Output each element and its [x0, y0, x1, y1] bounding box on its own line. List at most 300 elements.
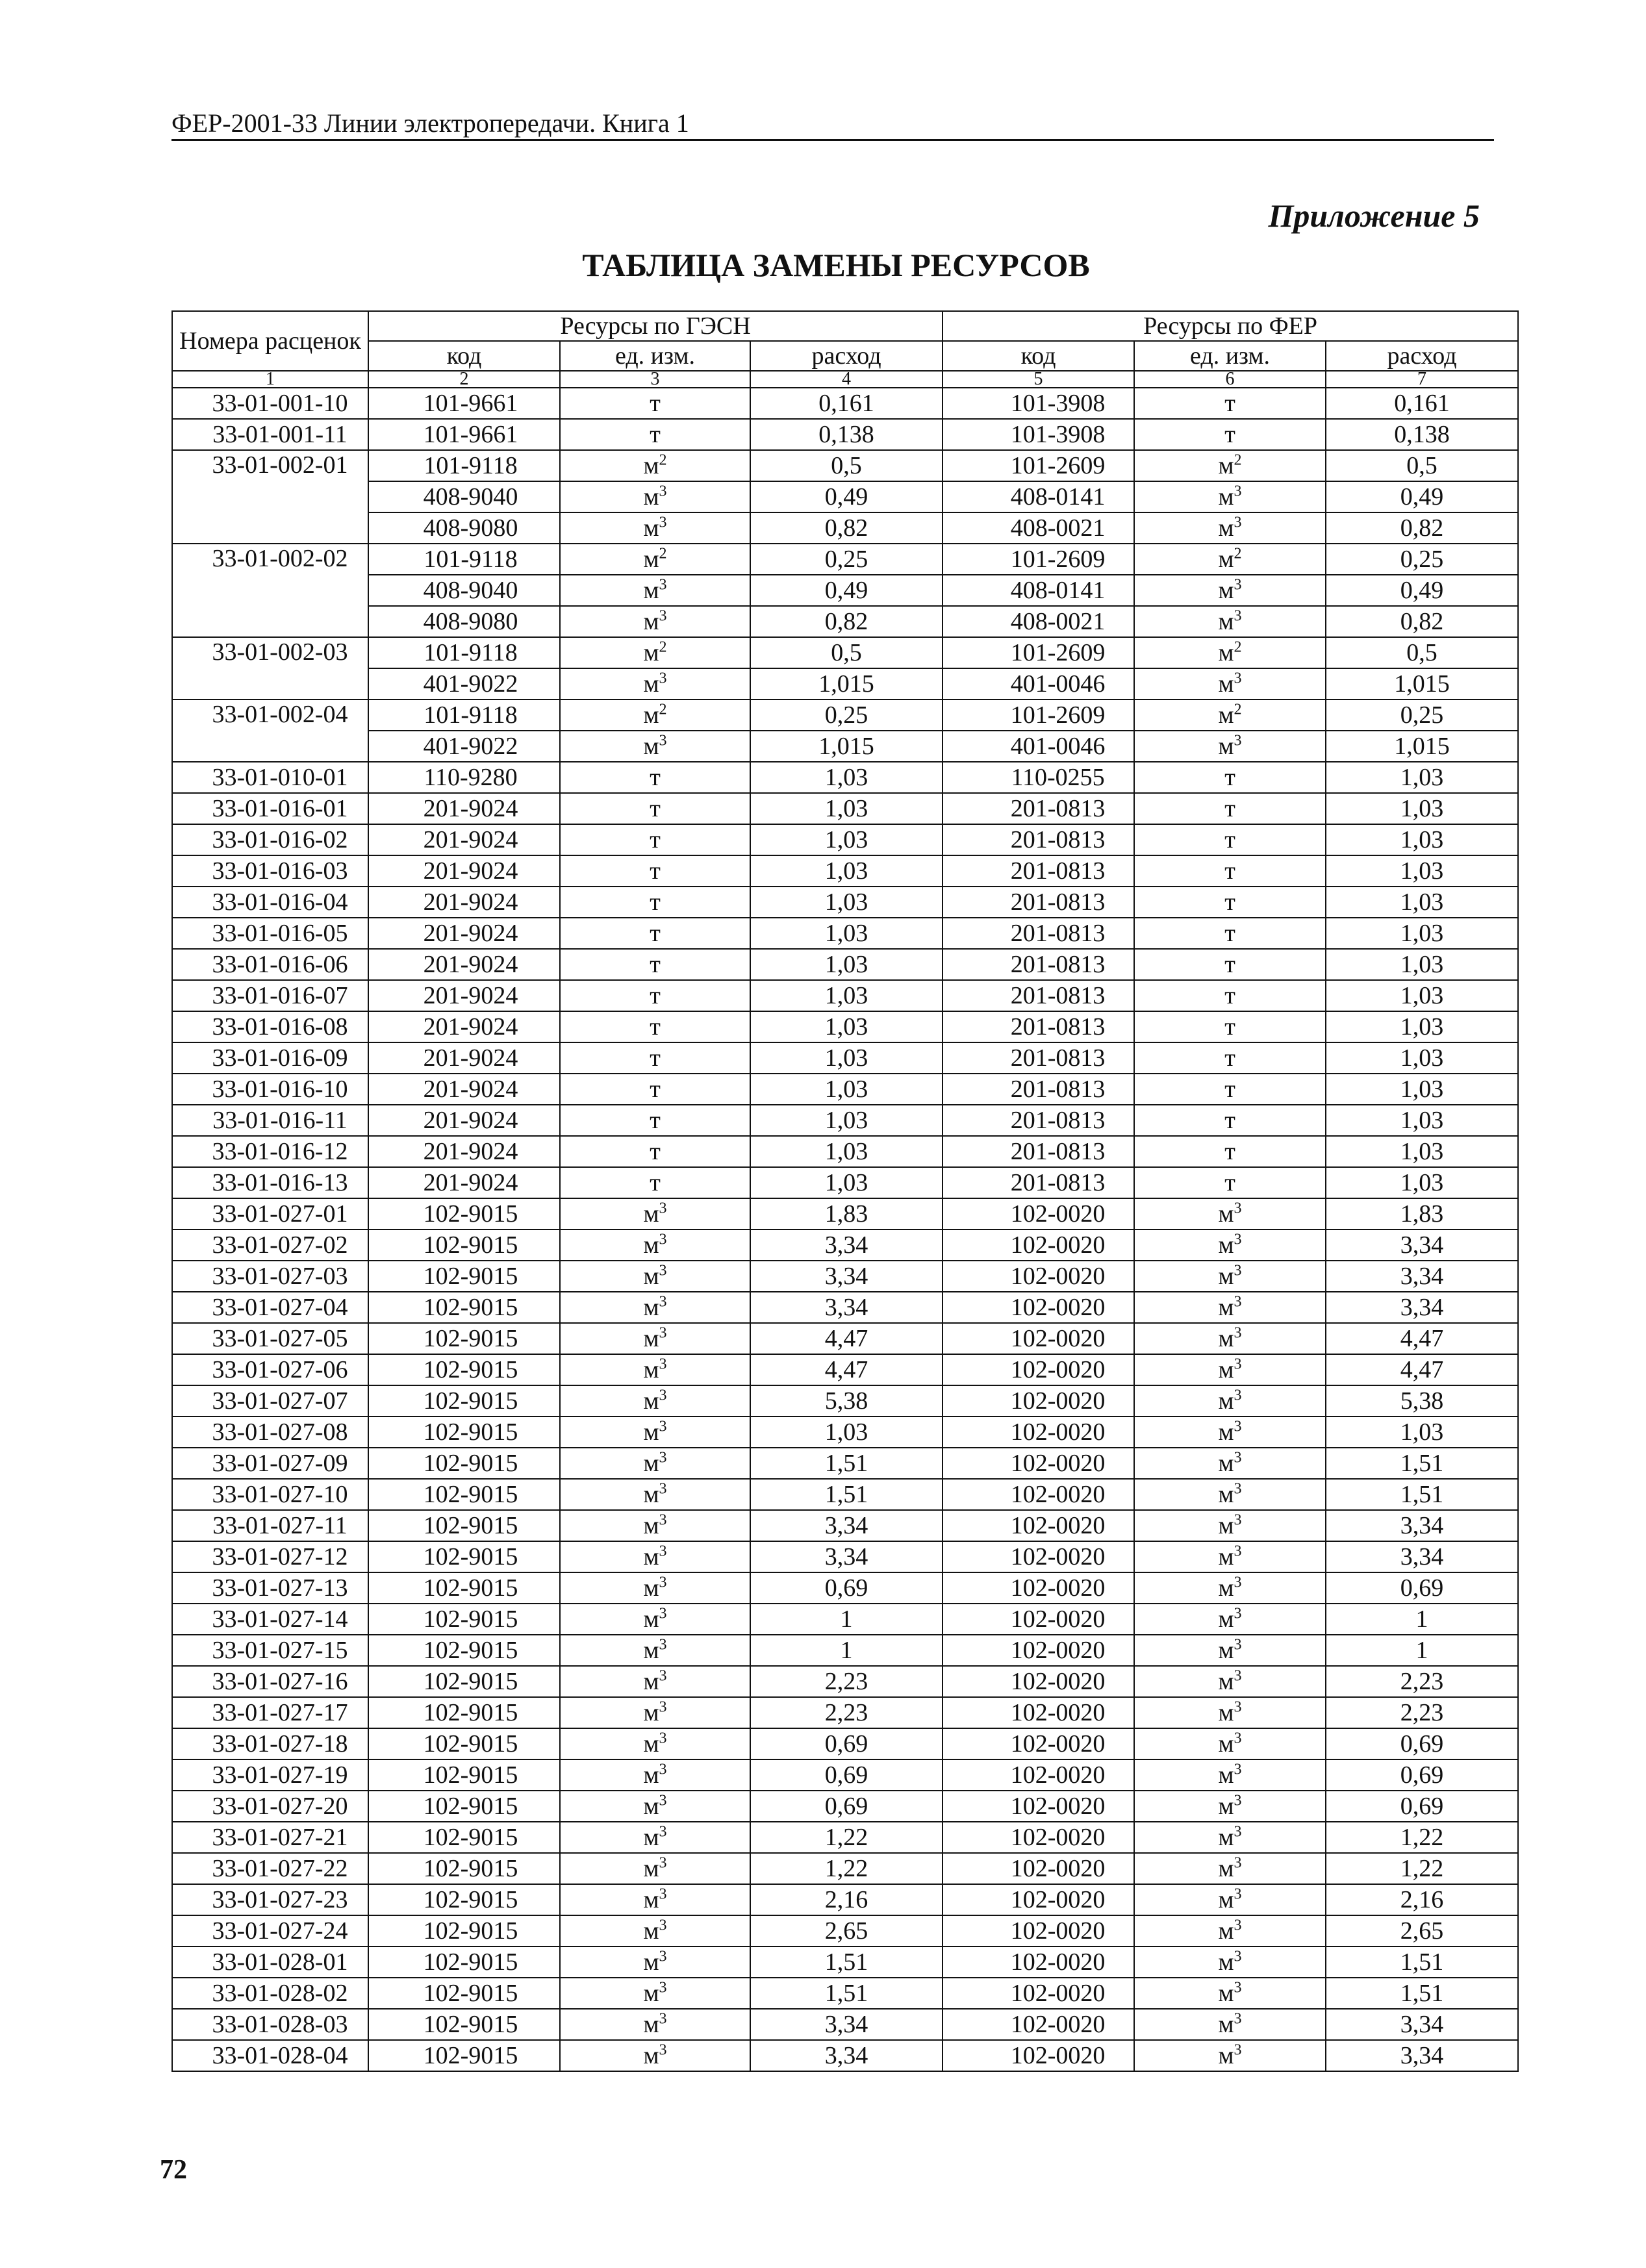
- unit-text: м: [643, 1418, 659, 1446]
- unit-text: т: [1224, 421, 1235, 448]
- rate-number-cell: 33-01-016-12: [172, 1136, 368, 1167]
- unit-text: м: [1218, 1886, 1234, 1913]
- gesn-consumption-cell: 1,03: [750, 1136, 943, 1167]
- gesn-code-cell: 102-9015: [368, 1915, 560, 1947]
- unit-text: м: [1218, 608, 1234, 635]
- fer-code-cell: 102-0020: [943, 1479, 1134, 1510]
- fer-consumption-cell: 1,03: [1326, 793, 1518, 824]
- table-row: [172, 1510, 1518, 1541]
- fer-code-cell: 101-2609: [943, 450, 1134, 481]
- gesn-consumption-cell: 0,25: [750, 699, 943, 731]
- unit-exponent: 3: [659, 2041, 667, 2059]
- unit-text: т: [650, 1013, 661, 1040]
- fer-consumption-cell: 1,03: [1326, 1136, 1518, 1167]
- unit-exponent: 3: [659, 1979, 667, 1997]
- unit-text: м: [1218, 1637, 1234, 1664]
- fer-consumption-cell: 3,34: [1326, 1261, 1518, 1292]
- gesn-code-cell: 408-9080: [368, 606, 560, 637]
- unit-text: м: [1218, 701, 1234, 729]
- rate-number-cell: 33-01-010-01: [172, 762, 368, 793]
- rate-number-cell: 33-01-016-13: [172, 1167, 368, 1198]
- fer-unit-cell: [1134, 762, 1326, 793]
- unit-exponent: 3: [1234, 1917, 1242, 1934]
- gesn-code-cell: 102-9015: [368, 1728, 560, 1759]
- table-row: [172, 1105, 1518, 1136]
- gesn-code-cell: 102-9015: [368, 1604, 560, 1635]
- unit-exponent: 3: [1234, 576, 1242, 594]
- fer-code-cell: 102-0020: [943, 1697, 1134, 1728]
- table-row: [172, 1728, 1518, 1759]
- gesn-code-cell: 102-9015: [368, 1791, 560, 1822]
- fer-unit-cell: [1134, 419, 1326, 450]
- unit-text: т: [650, 982, 661, 1009]
- unit-text: м: [643, 1606, 659, 1633]
- gesn-consumption-cell: 1,03: [750, 1167, 943, 1198]
- fer-code-cell: 102-0020: [943, 2009, 1134, 2040]
- gesn-unit-cell: [560, 1604, 750, 1635]
- unit-text: м: [643, 2011, 659, 2038]
- table-row: [172, 793, 1518, 824]
- unit-text: т: [1224, 1138, 1235, 1165]
- unit-text: м: [1218, 2011, 1234, 2038]
- fer-code-cell: 201-0813: [943, 1136, 1134, 1167]
- unit-text: м: [643, 483, 659, 510]
- fer-unit-cell: [1134, 481, 1326, 512]
- table-row: [172, 1541, 1518, 1572]
- fer-consumption-cell: 1,03: [1326, 824, 1518, 855]
- fer-code-cell: 102-0020: [943, 1728, 1134, 1759]
- unit-exponent: 3: [659, 1200, 667, 1217]
- unit-exponent: 3: [1234, 1948, 1242, 1965]
- gesn-code-cell: 102-9015: [368, 1417, 560, 1448]
- gesn-code-cell: 102-9015: [368, 1822, 560, 1853]
- unit-exponent: 3: [659, 1885, 667, 1903]
- appendix-label: Приложение 5: [1268, 197, 1480, 234]
- table-row: [172, 887, 1518, 918]
- unit-text: м: [1218, 1761, 1234, 1789]
- fer-unit-cell: [1134, 918, 1326, 949]
- rate-number-cell: 33-01-002-02: [172, 544, 368, 637]
- table-row: [172, 1759, 1518, 1791]
- table-row: [172, 1417, 1518, 1448]
- table-row: [172, 1666, 1518, 1697]
- gesn-consumption-cell: 1,83: [750, 1198, 943, 1229]
- unit-exponent: 3: [659, 1449, 667, 1467]
- unit-text: т: [650, 421, 661, 448]
- unit-exponent: 3: [659, 1480, 667, 1498]
- rate-number-cell: 33-01-027-19: [172, 1759, 368, 1791]
- rate-number-cell: 33-01-027-03: [172, 1261, 368, 1292]
- rate-number-cell: 33-01-027-12: [172, 1541, 368, 1572]
- unit-text: м: [1218, 1356, 1234, 1383]
- unit-exponent: 3: [1234, 514, 1242, 531]
- fer-unit-cell: [1134, 1011, 1326, 1042]
- rate-number-cell: 33-01-016-06: [172, 949, 368, 980]
- fer-unit-cell: [1134, 699, 1326, 731]
- gesn-unit-cell: [560, 606, 750, 637]
- gesn-code-cell: 102-9015: [368, 1323, 560, 1354]
- gesn-consumption-cell: 1,03: [750, 793, 943, 824]
- unit-text: м: [1218, 1980, 1234, 2007]
- gesn-unit-cell: [560, 2040, 750, 2071]
- fer-code-cell: 201-0813: [943, 949, 1134, 980]
- fer-consumption-cell: 0,25: [1326, 699, 1518, 731]
- unit-text: м: [643, 670, 659, 698]
- gesn-consumption-cell: 3,34: [750, 1510, 943, 1541]
- table-row: [172, 855, 1518, 887]
- gesn-unit-cell: [560, 668, 750, 699]
- rate-number-cell: 33-01-001-10: [172, 388, 368, 419]
- fer-unit-cell: [1134, 512, 1326, 544]
- gesn-code-cell: 101-9118: [368, 699, 560, 731]
- fer-code-cell: 102-0020: [943, 1791, 1134, 1822]
- table-row: [172, 606, 1518, 637]
- fer-consumption-cell: 1,51: [1326, 1448, 1518, 1479]
- fer-code-cell: 102-0020: [943, 2040, 1134, 2071]
- unit-text: м: [643, 639, 659, 666]
- unit-text: м: [1218, 577, 1234, 604]
- fer-unit-cell: [1134, 575, 1326, 606]
- unit-text: м: [1218, 1450, 1234, 1477]
- unit-exponent: 3: [659, 1605, 667, 1622]
- fer-unit-cell: [1134, 1292, 1326, 1323]
- fer-consumption-cell: 1,51: [1326, 1479, 1518, 1510]
- fer-code-cell: 102-0020: [943, 1385, 1134, 1417]
- gesn-consumption-cell: 1,51: [750, 1448, 943, 1479]
- unit-exponent: 3: [1234, 1480, 1242, 1498]
- unit-text: м: [643, 452, 659, 479]
- gesn-unit-cell: [560, 949, 750, 980]
- fer-code-cell: 102-0020: [943, 1323, 1134, 1354]
- gesn-consumption-cell: 0,25: [750, 544, 943, 575]
- gesn-consumption-cell: 0,49: [750, 481, 943, 512]
- unit-text: м: [1218, 1200, 1234, 1228]
- unit-text: т: [650, 1107, 661, 1134]
- fer-unit-cell: [1134, 2009, 1326, 2040]
- gesn-consumption-cell: 3,34: [750, 1541, 943, 1572]
- unit-text: т: [650, 920, 661, 947]
- rate-number-cell: 33-01-027-13: [172, 1572, 368, 1604]
- fer-consumption-cell: 0,5: [1326, 450, 1518, 481]
- gesn-group-header: Ресурсы по ГЭСН: [368, 311, 943, 341]
- unit-exponent: 2: [1234, 638, 1242, 656]
- table-row: [172, 949, 1518, 980]
- gesn-consumption-cell: 1: [750, 1604, 943, 1635]
- gesn-code-cell: 102-9015: [368, 1884, 560, 1915]
- unit-text: т: [1224, 795, 1235, 822]
- unit-text: м: [643, 1917, 659, 1945]
- fer-consumption-cell: 0,69: [1326, 1759, 1518, 1791]
- gesn-code-cell: 102-9015: [368, 2009, 560, 2040]
- gesn-code-cell: 201-9024: [368, 1074, 560, 1105]
- fer-consumption-cell: 5,38: [1326, 1385, 1518, 1417]
- fer-consumption-cell: 0,82: [1326, 606, 1518, 637]
- fer-consumption-cell: 1,03: [1326, 1167, 1518, 1198]
- unit-exponent: 3: [1234, 1231, 1242, 1248]
- unit-exponent: 3: [1234, 1262, 1242, 1279]
- column-number: 2: [368, 371, 560, 388]
- unit-exponent: 3: [659, 1324, 667, 1342]
- gesn-code-cell: 201-9024: [368, 949, 560, 980]
- rate-number-cell: 33-01-016-05: [172, 918, 368, 949]
- unit-exponent: 2: [659, 638, 667, 656]
- unit-exponent: 3: [1234, 1449, 1242, 1467]
- unit-exponent: 3: [1234, 1418, 1242, 1435]
- table-row: [172, 1791, 1518, 1822]
- gesn-unit-cell: [560, 1479, 750, 1510]
- gesn-unit-cell: [560, 1167, 750, 1198]
- table-row: [172, 1198, 1518, 1229]
- gesn-consumption-cell: 3,34: [750, 1261, 943, 1292]
- fer-unit-cell: [1134, 1978, 1326, 2009]
- unit-text: м: [643, 514, 659, 542]
- gesn-code-cell: 102-9015: [368, 1978, 560, 2009]
- gesn-code-cell: 101-9661: [368, 388, 560, 419]
- fer-consumption-cell: 0,138: [1326, 419, 1518, 450]
- fer-unit-cell: [1134, 1323, 1326, 1354]
- fer-unit-cell: [1134, 793, 1326, 824]
- gesn-consumption-cell: 0,69: [750, 1572, 943, 1604]
- gesn-code-cell: 102-9015: [368, 1229, 560, 1261]
- rate-number-cell: 33-01-027-07: [172, 1385, 368, 1417]
- unit-text: т: [650, 1169, 661, 1196]
- rate-number-cell: 33-01-028-01: [172, 1947, 368, 1978]
- fer-code-cell: 102-0020: [943, 1635, 1134, 1666]
- column-number: 3: [560, 371, 750, 388]
- gesn-code-cell: 102-9015: [368, 1198, 560, 1229]
- gesn-consumption-cell: 1,51: [750, 1479, 943, 1510]
- unit-text: м: [1218, 1824, 1234, 1851]
- gesn-unit-cell: [560, 1884, 750, 1915]
- fer-consumption-cell: 1,03: [1326, 1417, 1518, 1448]
- gesn-code-cell: 101-9661: [368, 419, 560, 450]
- unit-text: м: [643, 1481, 659, 1508]
- unit-exponent: 3: [659, 1511, 667, 1529]
- gesn-code-cell: 201-9024: [368, 1167, 560, 1198]
- unit-exponent: 3: [659, 1262, 667, 1279]
- unit-exponent: 3: [1234, 1823, 1242, 1841]
- fer-code-cell: 102-0020: [943, 1541, 1134, 1572]
- fer-code-cell: 101-2609: [943, 544, 1134, 575]
- fer-consumption-cell: 1,03: [1326, 949, 1518, 980]
- gesn-consumption-cell: 1,03: [750, 824, 943, 855]
- fer-code-cell: 201-0813: [943, 855, 1134, 887]
- table-row: [172, 1915, 1518, 1947]
- fer-code-cell: 101-2609: [943, 699, 1134, 731]
- table-row: [172, 1572, 1518, 1604]
- unit-text: т: [650, 826, 661, 853]
- table-body: [172, 388, 1518, 2071]
- gesn-unit-cell: [560, 1510, 750, 1541]
- unit-text: м: [643, 1637, 659, 1664]
- fer-code-cell: 102-0020: [943, 1229, 1134, 1261]
- gesn-code-cell: 201-9024: [368, 980, 560, 1011]
- gesn-unit-cell: [560, 512, 750, 544]
- unit-text: т: [1224, 826, 1235, 853]
- unit-text: м: [1218, 1793, 1234, 1820]
- unit-text: м: [643, 1668, 659, 1695]
- gesn-code-cell: 201-9024: [368, 824, 560, 855]
- fer-unit-cell: [1134, 1635, 1326, 1666]
- gesn-code-cell: 401-9022: [368, 668, 560, 699]
- unit-text: м: [643, 608, 659, 635]
- gesn-consumption-cell: 1: [750, 1635, 943, 1666]
- unit-text: м: [643, 1886, 659, 1913]
- table-row: [172, 1261, 1518, 1292]
- unit-exponent: 3: [659, 1730, 667, 1747]
- table-row: [172, 668, 1518, 699]
- unit-exponent: 3: [1234, 1979, 1242, 1997]
- fer-unit-cell: [1134, 1385, 1326, 1417]
- fer-consumption-cell: 2,23: [1326, 1666, 1518, 1697]
- rate-number-cell: 33-01-027-10: [172, 1479, 368, 1510]
- unit-text: м: [643, 1263, 659, 1290]
- gesn-unit-cell: [560, 1728, 750, 1759]
- gesn-consumption-header: расход: [750, 341, 943, 371]
- unit-exponent: 2: [1234, 545, 1242, 562]
- gesn-unit-cell: [560, 1323, 750, 1354]
- unit-text: м: [1218, 1512, 1234, 1539]
- fer-code-cell: 102-0020: [943, 1572, 1134, 1604]
- gesn-code-cell: 201-9024: [368, 855, 560, 887]
- fer-consumption-cell: 2,16: [1326, 1884, 1518, 1915]
- fer-consumption-cell: 1,03: [1326, 1074, 1518, 1105]
- rate-number-cell: 33-01-027-06: [172, 1354, 368, 1385]
- unit-exponent: 3: [659, 1667, 667, 1685]
- gesn-unit-cell: [560, 699, 750, 731]
- table-row: [172, 388, 1518, 419]
- gesn-unit-cell: [560, 450, 750, 481]
- fer-unit-cell: [1134, 1728, 1326, 1759]
- resource-replacement-table: [171, 310, 1519, 2072]
- gesn-unit-cell: [560, 793, 750, 824]
- gesn-unit-cell: [560, 887, 750, 918]
- fer-unit-cell: [1134, 1572, 1326, 1604]
- unit-exponent: 3: [1234, 1543, 1242, 1560]
- unit-exponent: 3: [1234, 1293, 1242, 1311]
- gesn-unit-header: ед. изм.: [560, 341, 750, 371]
- rates-column-header: [172, 311, 368, 371]
- gesn-unit-cell: [560, 1385, 750, 1417]
- gesn-consumption-cell: 1,015: [750, 731, 943, 762]
- unit-exponent: 3: [659, 1698, 667, 1716]
- fer-code-cell: 201-0813: [943, 980, 1134, 1011]
- fer-unit-cell: [1134, 1261, 1326, 1292]
- fer-consumption-cell: 3,34: [1326, 2040, 1518, 2071]
- unit-text: м: [1218, 1948, 1234, 1976]
- gesn-unit-cell: [560, 1198, 750, 1229]
- unit-text: м: [643, 1356, 659, 1383]
- unit-exponent: 3: [659, 1355, 667, 1373]
- table-row: [172, 1448, 1518, 1479]
- gesn-code-cell: 408-9040: [368, 481, 560, 512]
- unit-text: т: [650, 390, 661, 417]
- gesn-code-cell: 102-9015: [368, 1541, 560, 1572]
- column-number: 4: [750, 371, 943, 388]
- fer-code-cell: 408-0021: [943, 606, 1134, 637]
- unit-exponent: 3: [659, 1231, 667, 1248]
- rate-number-cell: 33-01-027-17: [172, 1697, 368, 1728]
- gesn-unit-cell: [560, 544, 750, 575]
- rate-number-cell: 33-01-016-07: [172, 980, 368, 1011]
- fer-consumption-cell: 3,34: [1326, 1510, 1518, 1541]
- table-row: [172, 699, 1518, 731]
- gesn-code-cell: 102-9015: [368, 1947, 560, 1978]
- fer-consumption-cell: 3,34: [1326, 1541, 1518, 1572]
- table-row: [172, 762, 1518, 793]
- fer-consumption-cell: 2,23: [1326, 1697, 1518, 1728]
- unit-exponent: 2: [659, 545, 667, 562]
- unit-text: т: [1224, 1044, 1235, 1072]
- rate-number-cell: 33-01-027-22: [172, 1853, 368, 1884]
- fer-consumption-cell: 1,03: [1326, 855, 1518, 887]
- unit-text: м: [643, 1730, 659, 1758]
- rate-number-cell: 33-01-027-11: [172, 1510, 368, 1541]
- table-row: [172, 1884, 1518, 1915]
- table-row: [172, 1947, 1518, 1978]
- gesn-unit-cell: [560, 1261, 750, 1292]
- gesn-code-cell: 102-9015: [368, 1572, 560, 1604]
- fer-unit-cell: [1134, 731, 1326, 762]
- gesn-unit-cell: [560, 1448, 750, 1479]
- gesn-unit-cell: [560, 762, 750, 793]
- rate-number-cell: 33-01-027-23: [172, 1884, 368, 1915]
- fer-code-cell: 102-0020: [943, 1354, 1134, 1385]
- fer-unit-cell: [1134, 1417, 1326, 1448]
- gesn-consumption-cell: 5,38: [750, 1385, 943, 1417]
- unit-text: т: [650, 857, 661, 885]
- unit-exponent: 3: [659, 483, 667, 500]
- fer-code-cell: 102-0020: [943, 1915, 1134, 1947]
- fer-unit-cell: [1134, 637, 1326, 668]
- gesn-unit-cell: [560, 1354, 750, 1385]
- fer-unit-cell: [1134, 1510, 1326, 1541]
- gesn-consumption-cell: 4,47: [750, 1354, 943, 1385]
- unit-text: м: [643, 1231, 659, 1259]
- gesn-code-cell: 201-9024: [368, 1011, 560, 1042]
- unit-text: м: [1218, 2042, 1234, 2069]
- gesn-unit-cell: [560, 1292, 750, 1323]
- gesn-consumption-cell: 3,34: [750, 2009, 943, 2040]
- fer-unit-cell: [1134, 1666, 1326, 1697]
- gesn-code-cell: 102-9015: [368, 1853, 560, 1884]
- gesn-unit-cell: [560, 388, 750, 419]
- unit-exponent: 3: [1234, 2010, 1242, 2028]
- fer-unit-cell: [1134, 1354, 1326, 1385]
- gesn-unit-cell: [560, 637, 750, 668]
- fer-unit-cell: [1134, 388, 1326, 419]
- unit-exponent: 3: [1234, 1511, 1242, 1529]
- unit-exponent: 3: [659, 1823, 667, 1841]
- table-row: [172, 1479, 1518, 1510]
- unit-exponent: 3: [1234, 1730, 1242, 1747]
- unit-text: т: [650, 1138, 661, 1165]
- unit-text: т: [1224, 888, 1235, 916]
- fer-consumption-cell: 1,03: [1326, 1011, 1518, 1042]
- fer-unit-cell: [1134, 1198, 1326, 1229]
- gesn-code-cell: 102-9015: [368, 1666, 560, 1697]
- rate-number-cell: 33-01-028-04: [172, 2040, 368, 2071]
- fer-consumption-cell: 0,69: [1326, 1791, 1518, 1822]
- unit-text: м: [1218, 1231, 1234, 1259]
- unit-text: м: [1218, 670, 1234, 698]
- rate-number-cell: 33-01-027-05: [172, 1323, 368, 1354]
- gesn-unit-cell: [560, 1822, 750, 1853]
- unit-exponent: 3: [659, 2010, 667, 2028]
- fer-consumption-cell: 1,015: [1326, 668, 1518, 699]
- column-number: 6: [1134, 371, 1326, 388]
- unit-text: м: [643, 1543, 659, 1570]
